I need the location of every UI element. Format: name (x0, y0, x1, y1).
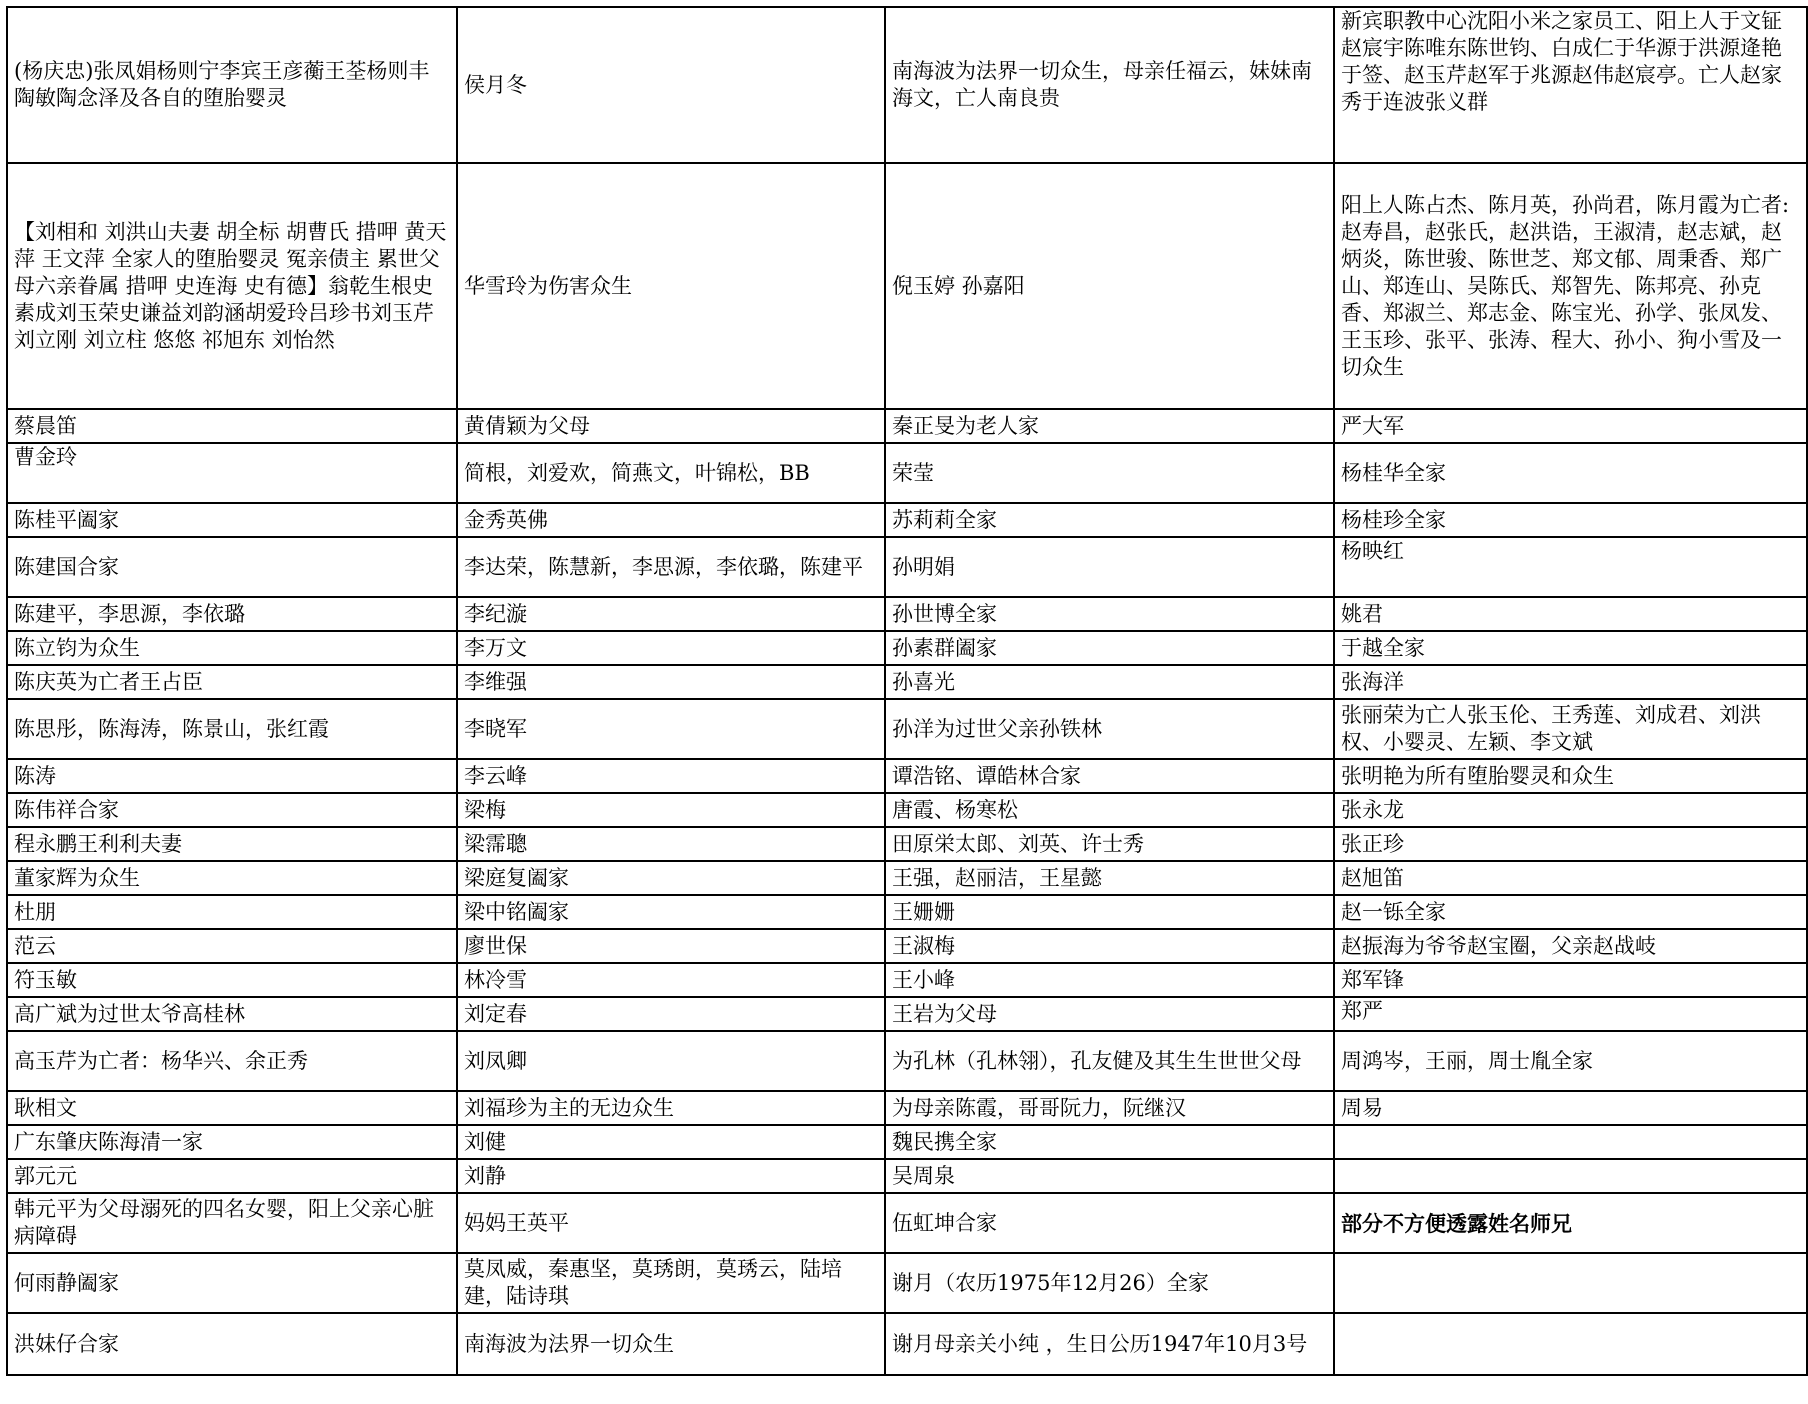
table-cell: 谭浩铭、谭皓林合家 (885, 759, 1334, 793)
table-cell: 谢月母亲关小纯 ，生日公历1947年10月3号 (885, 1313, 1334, 1375)
table-cell (1334, 1159, 1807, 1193)
table-cell: 郭元元 (7, 1159, 457, 1193)
table-cell: 陈思彤，陈海涛，陈景山，张红霞 (7, 699, 457, 759)
table-cell: 张永龙 (1334, 793, 1807, 827)
table-cell: 高玉芹为亡者：杨华兴、余正秀 (7, 1031, 457, 1091)
table-cell: 周鸿岑，王丽，周士胤全家 (1334, 1031, 1807, 1091)
table-cell: 魏民携全家 (885, 1125, 1334, 1159)
table-cell: 简根，刘爱欢，简燕文，叶锦松，BB (457, 443, 885, 503)
table-cell: 【刘相和 刘洪山夫妻 胡全标 胡曹氏 措呷 黄天萍 王文萍 全家人的堕胎婴灵 冤亲债主 累世父母六亲眷属 措呷 史连海 史有德】翁乾生根史素成刘玉荣史谦益刘韵涵胡爱玲吕珍书刘玉芹 刘立刚 刘立柱 悠悠 祁旭东 刘怡然 (7, 163, 457, 409)
table-row (7, 759, 1807, 793)
table-row (7, 895, 1807, 929)
table-cell: 姚君 (1334, 597, 1807, 631)
table-cell: 新宾职教中心沈阳小米之家员工、阳上人于文钲赵宸宇陈唯东陈世钧、白成仁于华源于洪源逄艳于签、赵玉芹赵军于兆源赵伟赵宸亭。亡人赵家秀于连波张义群 (1334, 7, 1807, 163)
table-cell: 赵振海为爷爷赵宝圈，父亲赵战岐 (1334, 929, 1807, 963)
table-row (7, 793, 1807, 827)
table-cell: 黄倩颖为父母 (457, 409, 885, 443)
table-cell: 梁中铭阖家 (457, 895, 885, 929)
table-cell: 阳上人陈占杰、陈月英，孙尚君，陈月霞为亡者:赵寿昌，赵张氏，赵洪诰，王淑清，赵志斌，赵炳炎，陈世骏、陈世芝、郑文郁、周秉香、郑广山、郑连山、吴陈氏、郑智先、陈邦亮、孙克香、郑淑兰、郑志金、陈宝光、孙学、张凤发、王玉珍、张平、张涛、程大、孙小、狗小雪及一切众生 (1334, 163, 1807, 409)
table-cell: 秦正旻为老人家 (885, 409, 1334, 443)
dedication-name-table (6, 6, 1808, 1376)
table-cell: 王强，赵丽洁，王星懿 (885, 861, 1334, 895)
table-cell: 高广斌为过世太爷高桂林 (7, 997, 457, 1031)
table-cell: 孙素群阖家 (885, 631, 1334, 665)
table-row (7, 997, 1807, 1031)
table-cell: 刘福珍为主的无边众生 (457, 1091, 885, 1125)
table-row (7, 827, 1807, 861)
table-cell: 程永鹏王利利夫妻 (7, 827, 457, 861)
table-cell: 李万文 (457, 631, 885, 665)
table-row (7, 929, 1807, 963)
table-cell: 部分不方便透露姓名师兄 (1334, 1193, 1807, 1253)
table-cell: 梁梅 (457, 793, 885, 827)
table-cell: 吴周泉 (885, 1159, 1334, 1193)
table-cell: 李云峰 (457, 759, 885, 793)
table-row (7, 1193, 1807, 1253)
table-cell: 陈庆英为亡者王占臣 (7, 665, 457, 699)
table-row (7, 1125, 1807, 1159)
table-cell: 莫凤威，秦惠坚，莫琇朗，莫琇云，陆培建，陆诗琪 (457, 1253, 885, 1313)
table-cell: 为孔林（孔林翎），孔友健及其生生世世父母 (885, 1031, 1334, 1091)
table-row (7, 665, 1807, 699)
table-cell: 侯月冬 (457, 7, 885, 163)
table-row (7, 503, 1807, 537)
table-cell: 妈妈王英平 (457, 1193, 885, 1253)
table-cell: 郑军锋 (1334, 963, 1807, 997)
table-cell: 金秀英佛 (457, 503, 885, 537)
table-row (7, 1313, 1807, 1375)
table-row (7, 963, 1807, 997)
table-cell: 陈建国合家 (7, 537, 457, 597)
table-cell: 荣莹 (885, 443, 1334, 503)
table-cell: 刘静 (457, 1159, 885, 1193)
table-row (7, 631, 1807, 665)
table-cell: 谢月（农历1975年12月26）全家 (885, 1253, 1334, 1313)
table-row (7, 443, 1807, 503)
table-cell: 苏莉莉全家 (885, 503, 1334, 537)
table-row (7, 699, 1807, 759)
table-row (7, 163, 1807, 409)
table-cell: 耿相文 (7, 1091, 457, 1125)
table-row (7, 1031, 1807, 1091)
table-cell: 广东肇庆陈海清一家 (7, 1125, 457, 1159)
table-cell: 为母亲陈霞，哥哥阮力，阮继汉 (885, 1091, 1334, 1125)
table-cell: 郑严 (1334, 997, 1807, 1031)
table-cell: 王小峰 (885, 963, 1334, 997)
table-cell: 孙喜光 (885, 665, 1334, 699)
table-cell: 唐霞、杨寒松 (885, 793, 1334, 827)
table-row (7, 537, 1807, 597)
table-cell: 陈涛 (7, 759, 457, 793)
table-cell: 王淑梅 (885, 929, 1334, 963)
table-cell: 杜朋 (7, 895, 457, 929)
table-cell: 孙明娟 (885, 537, 1334, 597)
table-row (7, 1159, 1807, 1193)
table-row (7, 597, 1807, 631)
table-cell: 杨映红 (1334, 537, 1807, 597)
table-cell: 蔡晨笛 (7, 409, 457, 443)
table-cell: 张丽荣为亡人张玉伦、王秀莲、刘成君、刘洪权、小婴灵、左颖、李文斌 (1334, 699, 1807, 759)
table-cell: 董家辉为众生 (7, 861, 457, 895)
table-cell: 林冷雪 (457, 963, 885, 997)
table-cell: 曹金玲 (7, 443, 457, 503)
table-cell: 华雪玲为伤害众生 (457, 163, 885, 409)
table-cell: 廖世保 (457, 929, 885, 963)
table-cell: 伍虹坤合家 (885, 1193, 1334, 1253)
table-row (7, 861, 1807, 895)
table-cell: 南海波为法界一切众生 (457, 1313, 885, 1375)
table-row (7, 1091, 1807, 1125)
table-cell: 王姗姗 (885, 895, 1334, 929)
table-cell (1334, 1125, 1807, 1159)
table-cell: 严大军 (1334, 409, 1807, 443)
table-cell: 杨桂珍全家 (1334, 503, 1807, 537)
table-cell: 刘健 (457, 1125, 885, 1159)
table-row (7, 1253, 1807, 1313)
table-cell: 于越全家 (1334, 631, 1807, 665)
table-cell: 梁霈聰 (457, 827, 885, 861)
table-cell: 张海洋 (1334, 665, 1807, 699)
table-cell: 梁庭复阖家 (457, 861, 885, 895)
table-cell: 周易 (1334, 1091, 1807, 1125)
table-cell: 张正珍 (1334, 827, 1807, 861)
table-cell: 赵旭笛 (1334, 861, 1807, 895)
table-cell (1334, 1253, 1807, 1313)
table-cell: 田原栄太郎、刘英、许士秀 (885, 827, 1334, 861)
table-cell: 陈伟祥合家 (7, 793, 457, 827)
table-cell: 陈桂平阖家 (7, 503, 457, 537)
table-row (7, 409, 1807, 443)
table-cell: 李达荣，陈慧新，李思源，李依璐，陈建平 (457, 537, 885, 597)
table-cell: 杨桂华全家 (1334, 443, 1807, 503)
table-cell: 王岩为父母 (885, 997, 1334, 1031)
table-row (7, 7, 1807, 163)
table-cell: 何雨静阖家 (7, 1253, 457, 1313)
table-cell: 洪妹仔合家 (7, 1313, 457, 1375)
table-cell: 张明艳为所有堕胎婴灵和众生 (1334, 759, 1807, 793)
table-cell: 倪玉婷 孙嘉阳 (885, 163, 1334, 409)
table-cell: 李纪漩 (457, 597, 885, 631)
table-cell: 赵一铄全家 (1334, 895, 1807, 929)
table-cell: 陈建平，李思源，李依璐 (7, 597, 457, 631)
table-cell: 李维强 (457, 665, 885, 699)
table-cell: 范云 (7, 929, 457, 963)
table-cell: 孙世博全家 (885, 597, 1334, 631)
table-cell (1334, 1313, 1807, 1375)
table-cell: 南海波为法界一切众生，母亲任福云，妹妹南海文，亡人南良贵 (885, 7, 1334, 163)
table-cell: 刘凤卿 (457, 1031, 885, 1091)
table-cell: 韩元平为父母溺死的四名女婴，阳上父亲心脏病障碍 (7, 1193, 457, 1253)
table-cell: (杨庆忠)张凤娟杨则宁李宾王彦蘅王荃杨则丰陶敏陶念泽及各自的堕胎婴灵 (7, 7, 457, 163)
table-cell: 陈立钧为众生 (7, 631, 457, 665)
table-cell: 符玉敏 (7, 963, 457, 997)
table-cell: 李晓军 (457, 699, 885, 759)
table-cell: 刘定春 (457, 997, 885, 1031)
table-cell: 孙洋为过世父亲孙铁林 (885, 699, 1334, 759)
